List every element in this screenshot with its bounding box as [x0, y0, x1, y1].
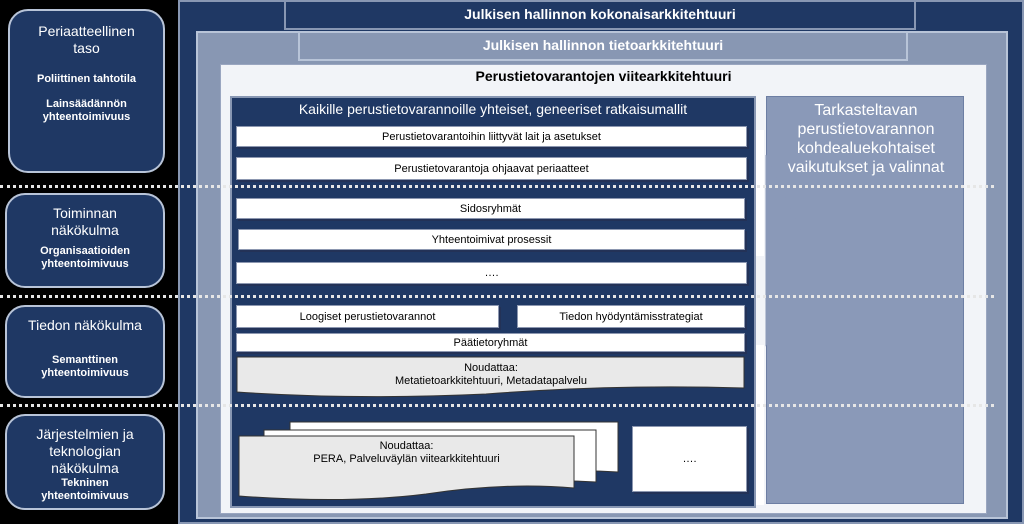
master-data-bar: Päätietoryhmät — [236, 333, 745, 352]
doc2-label: Noudattaa: — [379, 440, 434, 452]
level-technology-sub: Tekninen yhteentoimivuus — [41, 477, 129, 502]
logical-bar: Loogiset perustietovarannot — [236, 305, 499, 328]
doc2-text — [239, 440, 574, 466]
level-technology-title: Järjestelmien ja teknologian näkökulma — [36, 426, 134, 476]
arrow-text: Tarkasteltavan perustietovarannon kohdealuekohtaiset vaikutukset ja valinnat — [787, 102, 945, 176]
laws-bar: Perustietovarantoihin liittyvät lait ja asetukset — [236, 126, 747, 147]
frame-outer-title: Julkisen hallinnon kokonaisarkkitehtuuri — [284, 0, 916, 30]
doc1-label: Noudattaa: — [464, 362, 518, 374]
level-information-title: Tiedon näkökulma — [28, 317, 142, 333]
level-principle-title: Periaatteellinen taso — [38, 23, 135, 56]
level-principle-sub1: Poliittinen tahtotila — [37, 73, 136, 85]
level-operational-title: Toiminnan näkökulma — [51, 205, 119, 238]
principles-bar: Perustietovarantoja ohjaavat periaatteet — [236, 157, 747, 180]
separator-1 — [0, 185, 994, 188]
level-operational-sub: Organisaatioiden yhteentoimivuus — [40, 245, 130, 270]
etc-bar-1: …. — [236, 262, 747, 284]
level-information-sub: Semanttinen yhteentoimivuus — [41, 354, 129, 379]
frame-middle-title: Julkisen hallinnon tietoarkkitehtuuri — [298, 31, 908, 61]
etc-box-2: …. — [632, 426, 747, 492]
doc1-text — [236, 362, 746, 388]
generic-solutions-title: Kaikille perustietovarannoille yhteiset, geneeriset ratkaisumallit — [298, 101, 688, 117]
doc1-value: Metatietoarkkitehtuuri, Metadatapalvelu — [395, 375, 587, 387]
level-principle-sub2: Lainsäädännön yhteentoimivuus — [42, 98, 131, 123]
strategies-bar: Tiedon hyödyntämisstrategiat — [517, 305, 745, 328]
stakeholders-bar: Sidosryhmät — [236, 198, 745, 219]
frame-inner-title: Perustietovarantojen viitearkkitehtuuri — [475, 68, 732, 84]
separator-3 — [0, 404, 994, 407]
connector-bottom — [756, 345, 764, 505]
doc2-value: PERA, Palveluväylän viitearkkitehtuuri — [313, 453, 500, 465]
connector-top — [756, 130, 764, 256]
processes-bar: Yhteentoimivat prosessit — [238, 229, 745, 250]
separator-2 — [0, 295, 994, 298]
arrow-polygon — [766, 155, 818, 345]
